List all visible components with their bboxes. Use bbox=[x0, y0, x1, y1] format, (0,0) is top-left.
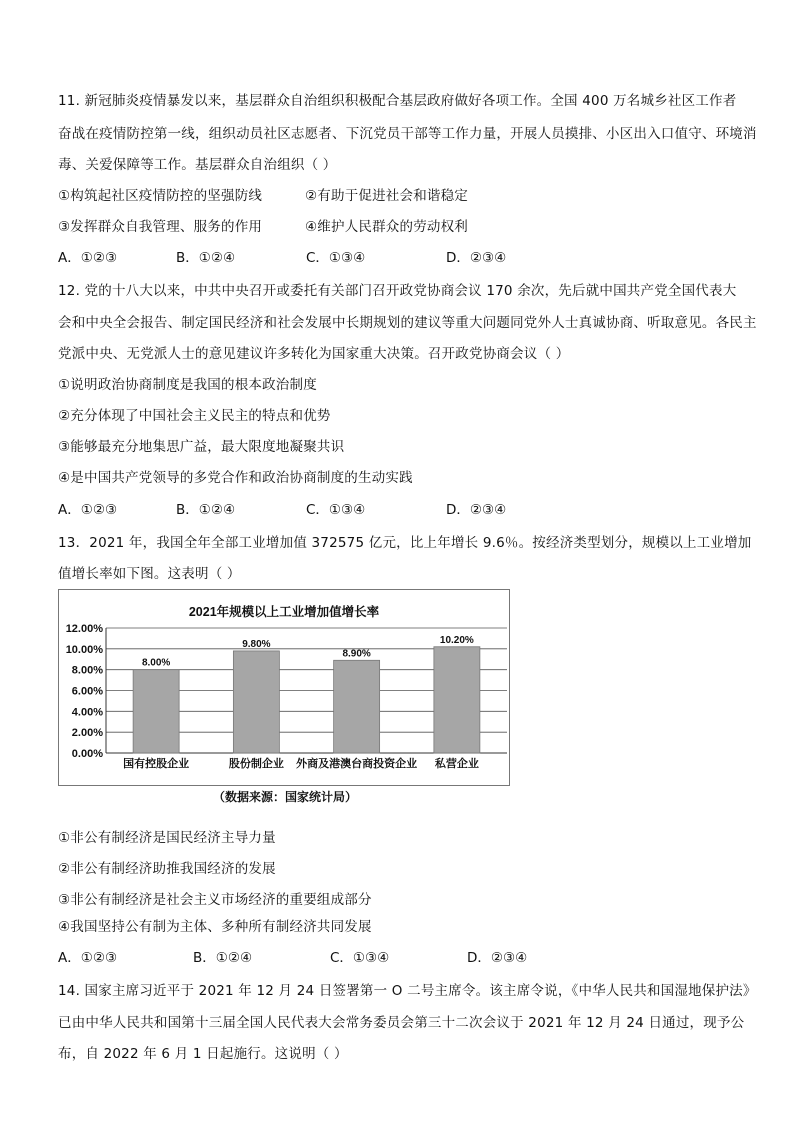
q12-stem-line-1: 12. 党的十八大以来，中共中央召开或委托有关部门召开政党协商会议 170 余次，先后就中国共产党全国代表大 bbox=[58, 283, 737, 299]
bar-value-label: 9.80% bbox=[242, 638, 271, 650]
bar-value-label: 8.90% bbox=[342, 648, 371, 660]
q13-options bbox=[58, 946, 527, 966]
bar bbox=[233, 651, 279, 753]
q12-statement-3: ③能够最充分地集思广益，最大限度地凝聚共识 bbox=[58, 439, 345, 455]
q11-options bbox=[58, 246, 506, 266]
q12-stem-line-3: 党派中央、无党派人士的意见建议许多转化为国家重大决策。召开政党协商会议（ ） bbox=[58, 346, 570, 362]
q13-statement-2: ②非公有制经济助推我国经济的发展 bbox=[58, 861, 276, 877]
q12-option-c[interactable]: C．①③④ bbox=[306, 502, 366, 518]
chart-source-note: （数据来源：国家统计局） bbox=[213, 790, 358, 804]
q13-option-d[interactable]: D．②③④ bbox=[467, 950, 528, 966]
q12-options bbox=[58, 498, 506, 518]
q11-statement-4: ④维护人民群众的劳动权利 bbox=[305, 219, 469, 235]
x-category-label: 股份制企业 bbox=[228, 757, 284, 770]
y-tick-label: 0.00% bbox=[71, 748, 103, 760]
q14-stem-line-1: 14. 国家主席习近平于 2021 年 12 月 24 日签署第一 O 二号主席令。该主席令说，《中华人民共和国湿地保护法》 bbox=[58, 983, 757, 999]
q12-stem-line-2: 会和中央全会报告、制定国民经济和社会发展中长期规划的建议等重大问题同党外人士真诚协商、听取意见。各民主 bbox=[58, 315, 757, 331]
chart-title: 2021年规模以上工业增加值增长率 bbox=[188, 605, 380, 619]
y-tick-label: 8.00% bbox=[71, 664, 103, 677]
y-tick-label: 6.00% bbox=[71, 685, 103, 698]
x-category-label: 国有控股企业 bbox=[123, 757, 190, 770]
q13-statement-4: ④我国坚持公有制为主体、多种所有制经济共同发展 bbox=[58, 919, 372, 935]
bar-value-label: 8.00% bbox=[141, 657, 171, 669]
q13-option-c[interactable]: C．①③④ bbox=[330, 950, 390, 966]
q12-option-a[interactable]: A．①②③ bbox=[58, 502, 118, 518]
bar-chart-svg bbox=[59, 590, 509, 785]
q11-statement-2: ②有助于促进社会和谐稳定 bbox=[305, 188, 469, 204]
q14-stem-line-2: 已由中华人民共和国第十三届全国人民代表大会常务委员会第三十二次会议于 2021 年 12 月 24 日通过，现予公 bbox=[58, 1015, 745, 1031]
q13-option-a[interactable]: A．①②③ bbox=[58, 950, 118, 966]
q13-option-b[interactable]: B．①②④ bbox=[193, 950, 253, 966]
x-category-label: 私营企业 bbox=[434, 757, 479, 770]
y-tick-label: 10.00% bbox=[65, 643, 103, 656]
q11-statement-1: ①构筑起社区疫情防控的坚强防线 bbox=[58, 188, 263, 204]
q11-stem-line-3: 毒、关爱保障等工作。基层群众自治组织（ ） bbox=[58, 157, 337, 173]
growth-rate-chart bbox=[58, 589, 510, 786]
q12-option-d[interactable]: D．②③④ bbox=[446, 502, 507, 518]
y-tick-label: 4.00% bbox=[71, 706, 103, 719]
q11-statement-3: ③发挥群众自我管理、服务的作用 bbox=[58, 219, 263, 235]
q11-stem-line-1: 11. 新冠肺炎疫情暴发以来，基层群众自治组织积极配合基层政府做好各项工作。全国 400 万名城乡社区工作者 bbox=[58, 93, 737, 109]
bar bbox=[334, 660, 380, 753]
bar bbox=[133, 670, 179, 753]
q14-stem-line-3: 布，自 2022 年 6 月 1 日起施行。这说明（ ） bbox=[58, 1046, 348, 1062]
q13-statement-3: ③非公有制经济是社会主义市场经济的重要组成部分 bbox=[58, 892, 372, 908]
q13-stem-line-2: 值增长率如下图。这表明（ ） bbox=[58, 566, 241, 582]
q12-statement-1: ①说明政治协商制度是我国的根本政治制度 bbox=[58, 377, 317, 393]
q11-option-d[interactable]: D．②③④ bbox=[446, 250, 507, 266]
q13-stem-line-1: 13．2021 年，我国全年全部工业增加值 372575 亿元，比上年增长 9.6％。按经济类型划分，规模以上工业增加 bbox=[58, 535, 752, 551]
q12-option-b[interactable]: B．①②④ bbox=[176, 502, 236, 518]
q12-statement-2: ②充分体现了中国社会主义民主的特点和优势 bbox=[58, 408, 331, 424]
q12-statement-4: ④是中国共产党领导的多党合作和政治协商制度的生动实践 bbox=[58, 470, 413, 486]
q13-statement-1: ①非公有制经济是国民经济主导力量 bbox=[58, 830, 276, 846]
y-tick-label: 12.00% bbox=[65, 623, 103, 635]
bar-value-label: 10.20% bbox=[439, 634, 474, 646]
bar bbox=[434, 647, 480, 753]
y-tick-label: 2.00% bbox=[71, 727, 103, 740]
q11-option-c[interactable]: C．①③④ bbox=[306, 250, 366, 266]
x-category-label: 外商及港澳台商投资企业 bbox=[296, 757, 418, 770]
q11-option-b[interactable]: B．①②④ bbox=[176, 250, 236, 266]
q11-option-a[interactable]: A．①②③ bbox=[58, 250, 118, 266]
q11-stem-line-2: 奋战在疫情防控第一线，组织动员社区志愿者、下沉党员干部等工作力量，开展人员摸排、小区出入口值守、环境消 bbox=[58, 126, 757, 142]
